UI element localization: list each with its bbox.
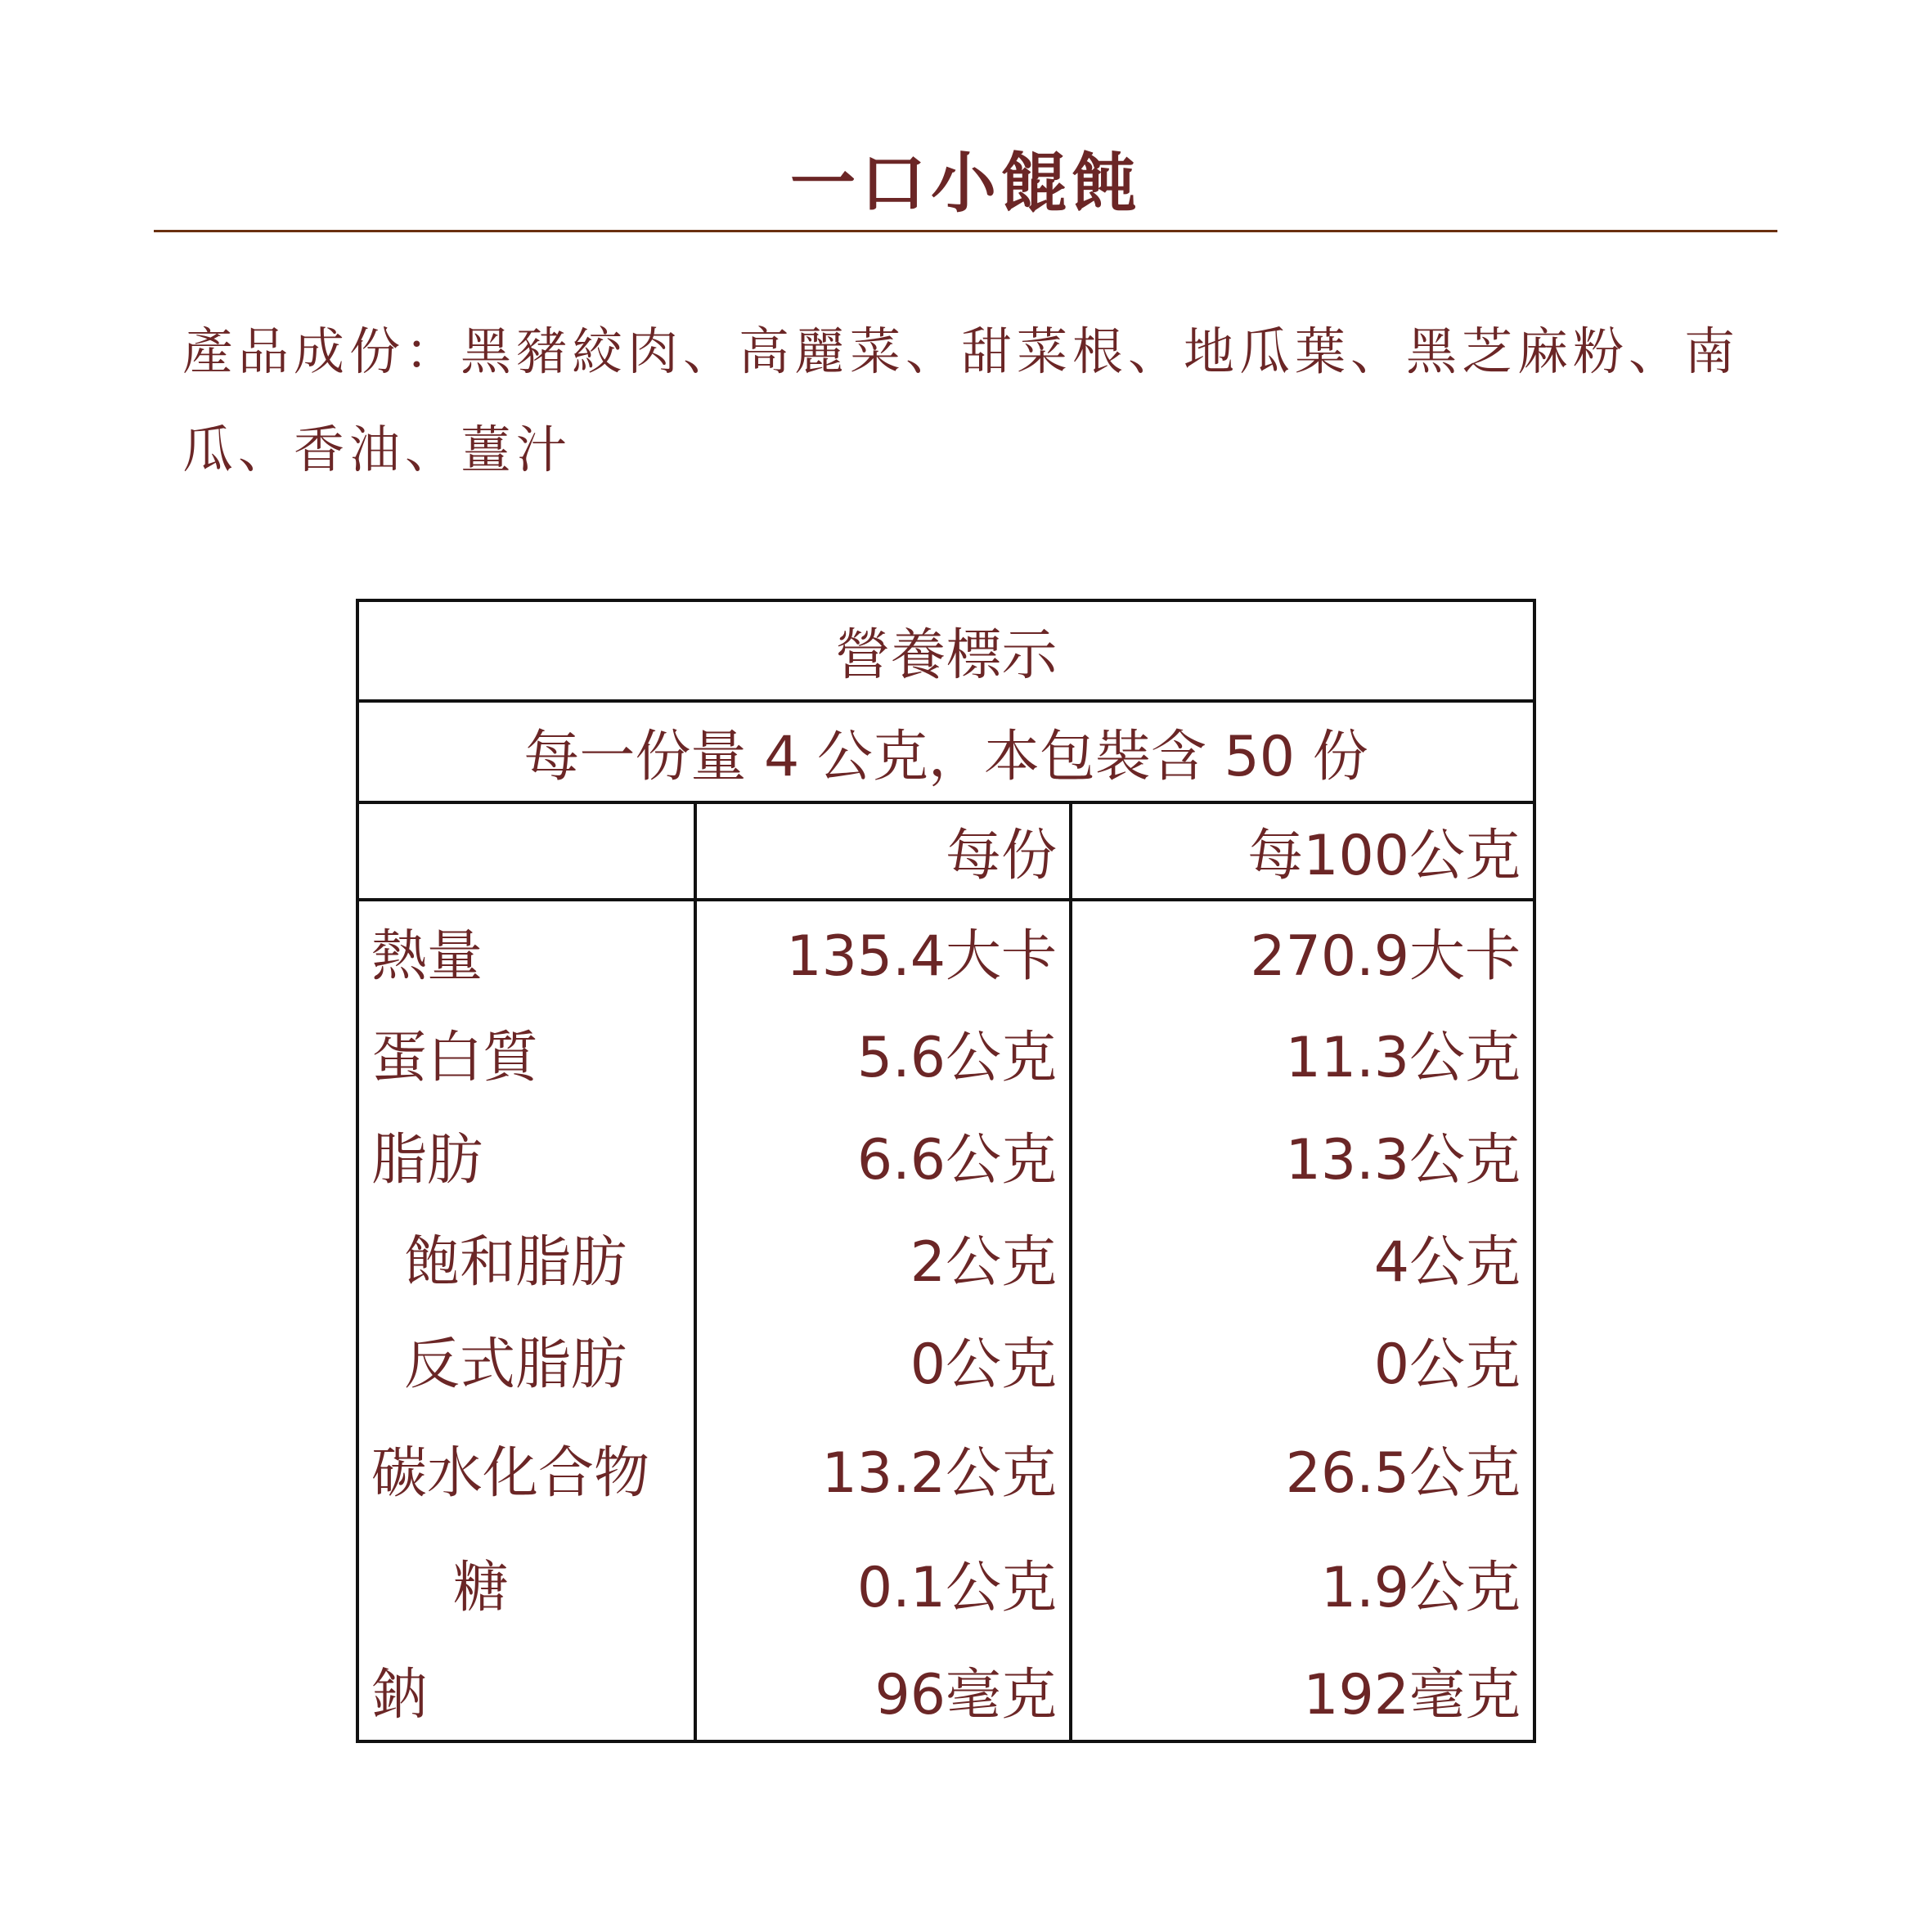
nutrient-label: 碳水化合物 [357, 1411, 695, 1525]
empty-header [357, 802, 695, 900]
table-row [357, 1309, 1534, 1411]
per-100g-value: 4公克 [1071, 1206, 1534, 1309]
table-row [357, 1525, 1534, 1640]
nutrient-label: 鈉 [357, 1640, 695, 1741]
table-row [357, 1002, 1534, 1104]
per-serving-value: 0公克 [695, 1309, 1071, 1411]
col-per-serving: 每份 [695, 802, 1071, 900]
nutrient-label: 脂肪 [357, 1104, 695, 1206]
per-serving-value: 2公克 [695, 1206, 1071, 1309]
nutrient-label: 蛋白質 [357, 1002, 695, 1104]
nutrition-table [356, 599, 1536, 1743]
table-row [357, 1411, 1534, 1525]
per-serving-value: 96毫克 [695, 1640, 1071, 1741]
product-title: 一口小餛飩 [790, 146, 1142, 222]
per-100g-value: 26.5公克 [1071, 1411, 1534, 1525]
nutrition-heading: 營養標示 [357, 600, 1534, 701]
per-serving-value: 0.1公克 [695, 1525, 1071, 1640]
per-serving-value: 13.2公克 [695, 1411, 1071, 1525]
serving-info: 每一份量 4 公克，本包裝含 50 份 [357, 701, 1534, 802]
per-100g-value: 270.9大卡 [1071, 900, 1534, 1002]
table-row [357, 1640, 1534, 1741]
per-serving-value: 6.6公克 [695, 1104, 1071, 1206]
per-serving-value: 135.4大卡 [695, 900, 1071, 1002]
title-divider [154, 230, 1777, 232]
nutrient-label: 反式脂肪 [357, 1309, 695, 1411]
nutrient-label: 飽和脂肪 [357, 1206, 695, 1309]
table-row [357, 1206, 1534, 1309]
per-100g-value: 0公克 [1071, 1309, 1534, 1411]
per-100g-value: 1.9公克 [1071, 1525, 1534, 1640]
ingredients-text: 產品成份：黑豬絞肉、高麗菜、甜菜根、地瓜葉、黑芝麻粉、南瓜、香油、薑汁 [182, 321, 1741, 479]
per-100g-value: 192毫克 [1071, 1640, 1534, 1741]
per-100g-value: 11.3公克 [1071, 1002, 1534, 1104]
nutrient-label: 糖 [357, 1525, 695, 1640]
nutrient-label: 熱量 [357, 900, 695, 1002]
per-serving-value: 5.6公克 [695, 1002, 1071, 1104]
per-100g-value: 13.3公克 [1071, 1104, 1534, 1206]
table-row [357, 1104, 1534, 1206]
table-row [357, 900, 1534, 1002]
col-per-100g: 每100公克 [1071, 802, 1534, 900]
